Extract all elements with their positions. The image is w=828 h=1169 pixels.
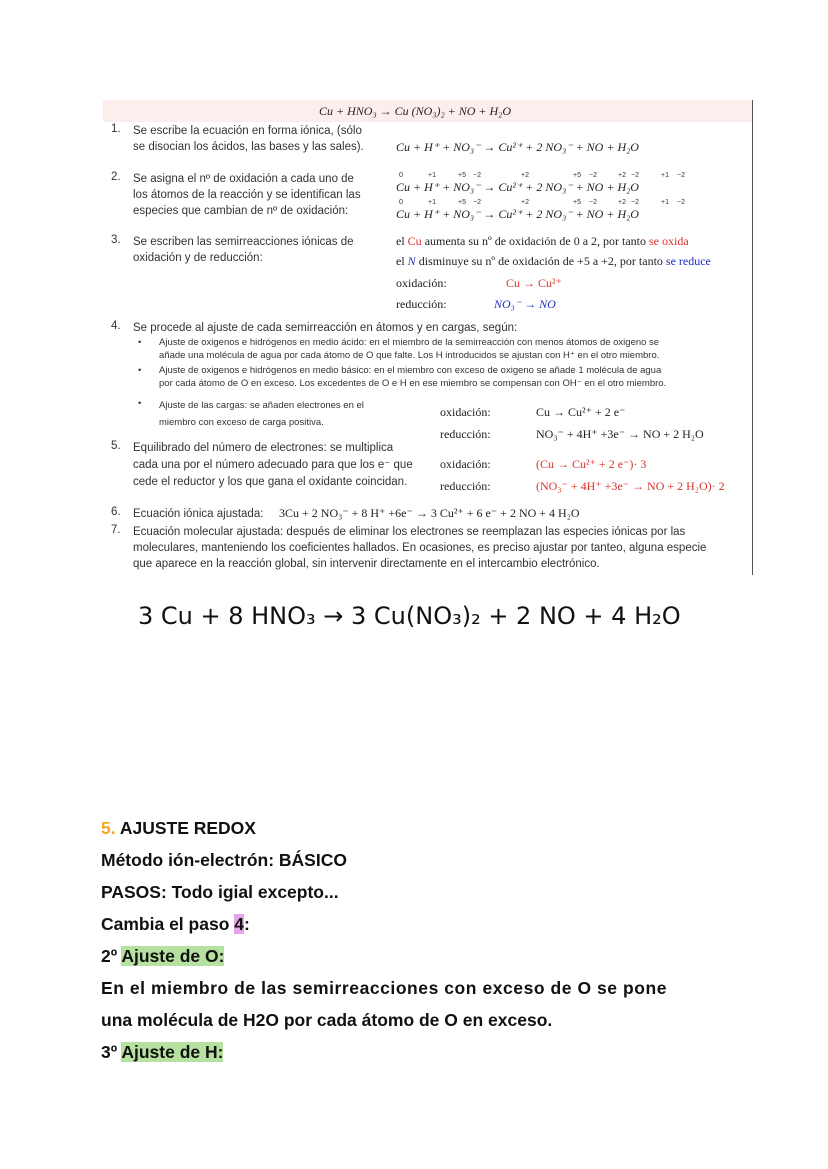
step-text-line: especies que cambian de nº de oxidación: <box>133 205 349 217</box>
step-5-oxidation-equation: (Cu → Cu²⁺ + 2 e⁻)· 3 <box>536 457 647 471</box>
ox-number: 0 <box>399 172 403 179</box>
step-number: 3. <box>111 234 121 246</box>
step-4-reduction-label: reducción: <box>440 427 491 441</box>
ox-number: −2 <box>677 172 685 179</box>
ox-number: +1 <box>661 199 669 206</box>
step-2-text <box>133 171 361 219</box>
step-number: 7. <box>111 524 121 536</box>
step-5-text <box>133 440 413 491</box>
bullet-basic-text <box>159 364 666 390</box>
oxidation-label: oxidación: <box>396 276 447 290</box>
oxygen-rule-line-1: En el miembro de las semirreacciones con exceso de O se pone <box>101 978 668 998</box>
redox-steps-figure <box>103 100 755 575</box>
bullet-acid-text <box>159 336 659 362</box>
section-heading <box>101 818 256 839</box>
method-line: Método ión-electrón: BÁSICO <box>101 850 347 870</box>
step-5-oxidation-label: oxidación: <box>440 457 491 471</box>
step-number: 1. <box>111 123 121 135</box>
ox-number: +1 <box>661 172 669 179</box>
ox-number: −2 <box>589 172 597 179</box>
text-part: aumenta su nº de oxidación de 0 a 2, por tanto <box>421 234 650 248</box>
step-3-line-oxidized <box>396 234 689 249</box>
step-text-line: cede el reductor y los que gana el oxidante coincidan. <box>133 476 408 488</box>
step-6-equation: 3Cu + 2 NO₃⁻ + 8 H⁺ +6e⁻ → 3 Cu²⁺ + 6 e⁻ + 2 NO + 4 H₂O <box>279 506 580 520</box>
step-5-reduction-equation: (NO₃⁻ + 4H⁺ +3e⁻ → NO + 2 H₂O)· 2 <box>536 479 725 493</box>
highlighted-hydrogen-adjust: Ajuste de H: <box>121 1042 224 1062</box>
ox-number: +1 <box>428 172 436 179</box>
text-part: 2º <box>101 946 122 966</box>
highlighted-oxygen-adjust: Ajuste de O: <box>121 946 225 966</box>
bullet-line: Ajuste de oxigenos e hidrógenos en medio ácido: en el miembro de la semirreacción con menos átomos de oxigeno se <box>159 337 660 348</box>
ox-number: +5 <box>458 172 466 179</box>
ox-number: +5 <box>573 199 581 206</box>
step-1-equation: Cu + H⁺ + NO₃⁻ → Cu²⁺ + 2 NO₃⁻ + NO + H₂O <box>396 140 639 154</box>
section-title: AJUSTE REDOX <box>119 818 256 838</box>
ox-number: +2 <box>521 199 529 206</box>
ox-number: +2 <box>521 172 529 179</box>
step-text-line: que aparece en la reacción global, sin intervenir directamente en el intercambio electrónico. <box>133 558 600 570</box>
step-2-equation-annotated: Cu + H⁺ + NO₃⁻ → Cu²⁺ + 2 NO₃⁻ + NO + H₂O <box>396 207 639 221</box>
step-4-text: Se procede al ajuste de cada semirreacción en átomos y en cargas, según: <box>133 322 518 334</box>
bullet-line: Ajuste de las cargas: se añaden electrones en el <box>159 400 364 411</box>
change-step-line <box>101 914 250 935</box>
bullet-charges-text <box>159 397 364 431</box>
step-text-line: moleculares, manteniendo los coeficientes hallados. En ocasiones, es preciso ajustar por tanteo, alguna especie <box>133 542 707 554</box>
step-2-equation: Cu + H⁺ + NO₃⁻ → Cu²⁺ + 2 NO₃⁻ + NO + H₂O <box>396 180 639 194</box>
reduced-label: se reduce <box>665 254 711 268</box>
step-text-line: cada una por el número adecuado para que los e⁻ que <box>133 459 413 471</box>
text-part: disminuye su nº de oxidación de +5 a +2, por tanto <box>415 254 666 268</box>
ox-number: −2 <box>631 199 639 206</box>
step-1-text <box>133 123 364 155</box>
step-3-text <box>133 234 354 266</box>
copper-symbol: Cu <box>407 234 422 248</box>
bullet-line: Ajuste de oxigenos e hidrógenos en medio básico: en el miembro con exceso de oxigeno se añade 1 molécula de agua <box>159 365 662 376</box>
ox-number: +5 <box>458 199 466 206</box>
bullet-line: por cada átomo de O en exceso. Los excedentes de O e H en ese miembro se compensan con OH⁻ en el otro miembro. <box>159 378 667 389</box>
reduction-equation: NO₃⁻ → NO <box>494 297 556 311</box>
step-4-oxidation-label: oxidación: <box>440 405 491 419</box>
highlighted-step-number: 4 <box>234 914 244 934</box>
steps-line: PASOS: Todo igial excepto... <box>101 882 339 902</box>
step-3-line-reduced <box>396 254 711 269</box>
text-part: el <box>396 234 408 248</box>
step-number: 6. <box>111 506 121 518</box>
header-equation: Cu + HNO₃ → Cu (NO₃)₂ + NO + H₂O <box>319 104 511 118</box>
step-7-text <box>133 524 706 572</box>
step-text-line: Se escribe la ecuación en forma iónica, (sólo <box>133 125 362 137</box>
ox-number: −2 <box>631 172 639 179</box>
step-text-line: los átomos de la reacción y se identifican las <box>133 189 361 201</box>
bullet-acid: • <box>138 337 142 348</box>
ox-number: +1 <box>428 199 436 206</box>
ox-number: −2 <box>473 172 481 179</box>
oxygen-adjust-heading <box>101 946 224 967</box>
text-part: el <box>396 254 408 268</box>
step-4-reduction-equation: NO₃⁻ + 4H⁺ +3e⁻ → NO + 2 H₂O <box>536 427 704 441</box>
bullet-line: miembro con exceso de carga positiva. <box>159 417 324 428</box>
step-4-oxidation-equation: Cu → Cu²⁺ + 2 e⁻ <box>536 405 626 419</box>
step-number: 4. <box>111 320 121 332</box>
oxidized-label: se oxida <box>649 234 689 248</box>
text-part: 3º <box>101 1042 122 1062</box>
ox-number: +5 <box>573 172 581 179</box>
figure-right-border <box>752 100 753 575</box>
ox-number: −2 <box>677 199 685 206</box>
step-text-line: Equilibrado del número de electrones: se multiplica <box>133 442 394 454</box>
bullet-charges: • <box>138 398 142 409</box>
step-text-line: Ecuación molecular ajustada: después de eliminar los electrones se reemplazan las especies iónicas por las <box>133 526 686 538</box>
text-part: Cambia el paso <box>101 914 235 934</box>
hydrogen-adjust-heading <box>101 1042 223 1063</box>
step-text-line: Se asigna el nº de oxidación a cada uno de <box>133 173 354 185</box>
ox-number: −2 <box>589 199 597 206</box>
ox-number: −2 <box>473 199 481 206</box>
ox-number: +2 <box>618 199 626 206</box>
section-number: 5. <box>101 818 116 838</box>
step-5-reduction-label: reducción: <box>440 479 491 493</box>
step-number: 5. <box>111 440 121 452</box>
ox-number: +2 <box>618 172 626 179</box>
bullet-line: añade una molécula de agua por cada átomo de O que falte. Los H introducidos se ajustan con H⁺ en el otro miembro. <box>159 350 660 361</box>
nitrogen-symbol: N <box>407 254 416 268</box>
step-text-line: Se escriben las semirreacciones iónicas de <box>133 236 354 248</box>
oxygen-rule-line-2: una molécula de H2O por cada átomo de O en exceso. <box>101 1010 553 1030</box>
step-number: 2. <box>111 171 121 183</box>
bullet-basic: • <box>138 365 142 376</box>
step-text-line: se disocian los ácidos, las bases y las sales). <box>133 141 364 153</box>
ox-number: 0 <box>399 199 403 206</box>
step-text-line: oxidación y de reducción: <box>133 252 263 264</box>
step-6-text: Ecuación iónica ajustada: <box>133 508 264 520</box>
text-part: : <box>243 914 250 934</box>
balanced-equation: 3 Cu + 8 HNO₃ → 3 Cu(NO₃)₂ + 2 NO + 4 H₂O <box>138 602 681 630</box>
oxidation-equation: Cu → Cu²⁺ <box>506 276 562 290</box>
reduction-label: reducción: <box>396 297 447 311</box>
